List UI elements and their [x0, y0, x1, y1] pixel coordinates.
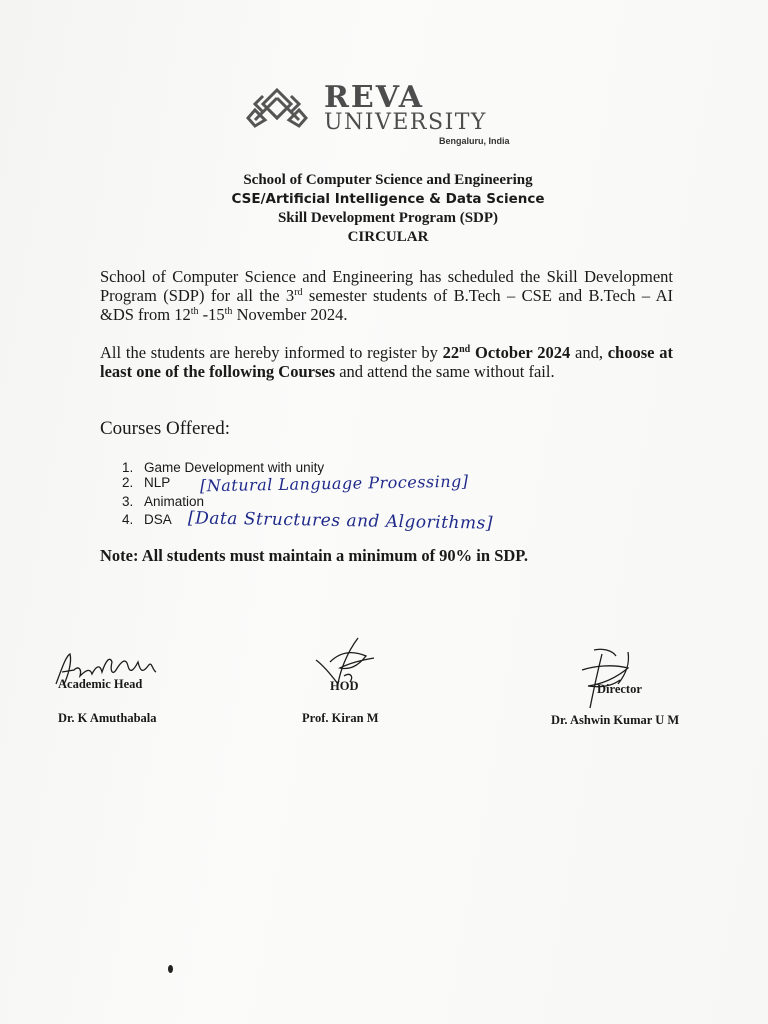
school-heading: School of Computer Science and Engineering [243, 172, 533, 188]
note-text: Note: All students must maintain a minimum of 90% in SDP. [100, 546, 528, 565]
endless-knot-logo-icon [246, 86, 308, 130]
handwritten-signature-icon [572, 644, 652, 716]
brand-name-line1: REVA [324, 80, 425, 115]
department-heading: CSE/Artificial Intelligence & Data Science [231, 191, 545, 207]
list-item: 3. Animation [122, 494, 205, 509]
program-heading: Skill Development Program (SDP) [277, 210, 499, 226]
handwritten-annotation-nlp: [Natural Language Processing] [199, 471, 469, 496]
signatory-role: HOD [330, 679, 359, 693]
signatory-role: Director [597, 682, 642, 696]
ink-speck [168, 965, 173, 973]
signatory-name: Dr. K Amuthabala [58, 711, 157, 725]
brand-name-line2: UNIVERSITY [324, 110, 487, 135]
list-item: 2. NLP [122, 475, 171, 490]
list-item: 1. Game Development with unity [122, 460, 325, 475]
intro-paragraph: School of Computer Science and Engineering has scheduled the Skill Development Program (SDP) for all the 3rd semester students of B.Tech – CSE and B.Tech – AI &DS from 12th -15th November 2024. [100, 267, 673, 324]
signatory-name: Prof. Kiran M [302, 711, 379, 725]
signatory-name: Dr. Ashwin Kumar U M [551, 713, 680, 727]
brand-location: Bengaluru, India [439, 136, 510, 146]
doc-type-heading: CIRCULAR [347, 229, 429, 245]
courses-title: Courses Offered: [100, 418, 230, 439]
handwritten-annotation-dsa: [Data Structures and Algorithms] [187, 508, 494, 534]
signatory-role: Academic Head [58, 677, 143, 691]
list-item: 4. DSA [122, 512, 172, 527]
registration-paragraph: All the students are hereby informed to register by 22nd October 2024 and, choose at least one of the following Courses and attend the same without fail. [100, 343, 673, 381]
university-logo [246, 80, 546, 150]
